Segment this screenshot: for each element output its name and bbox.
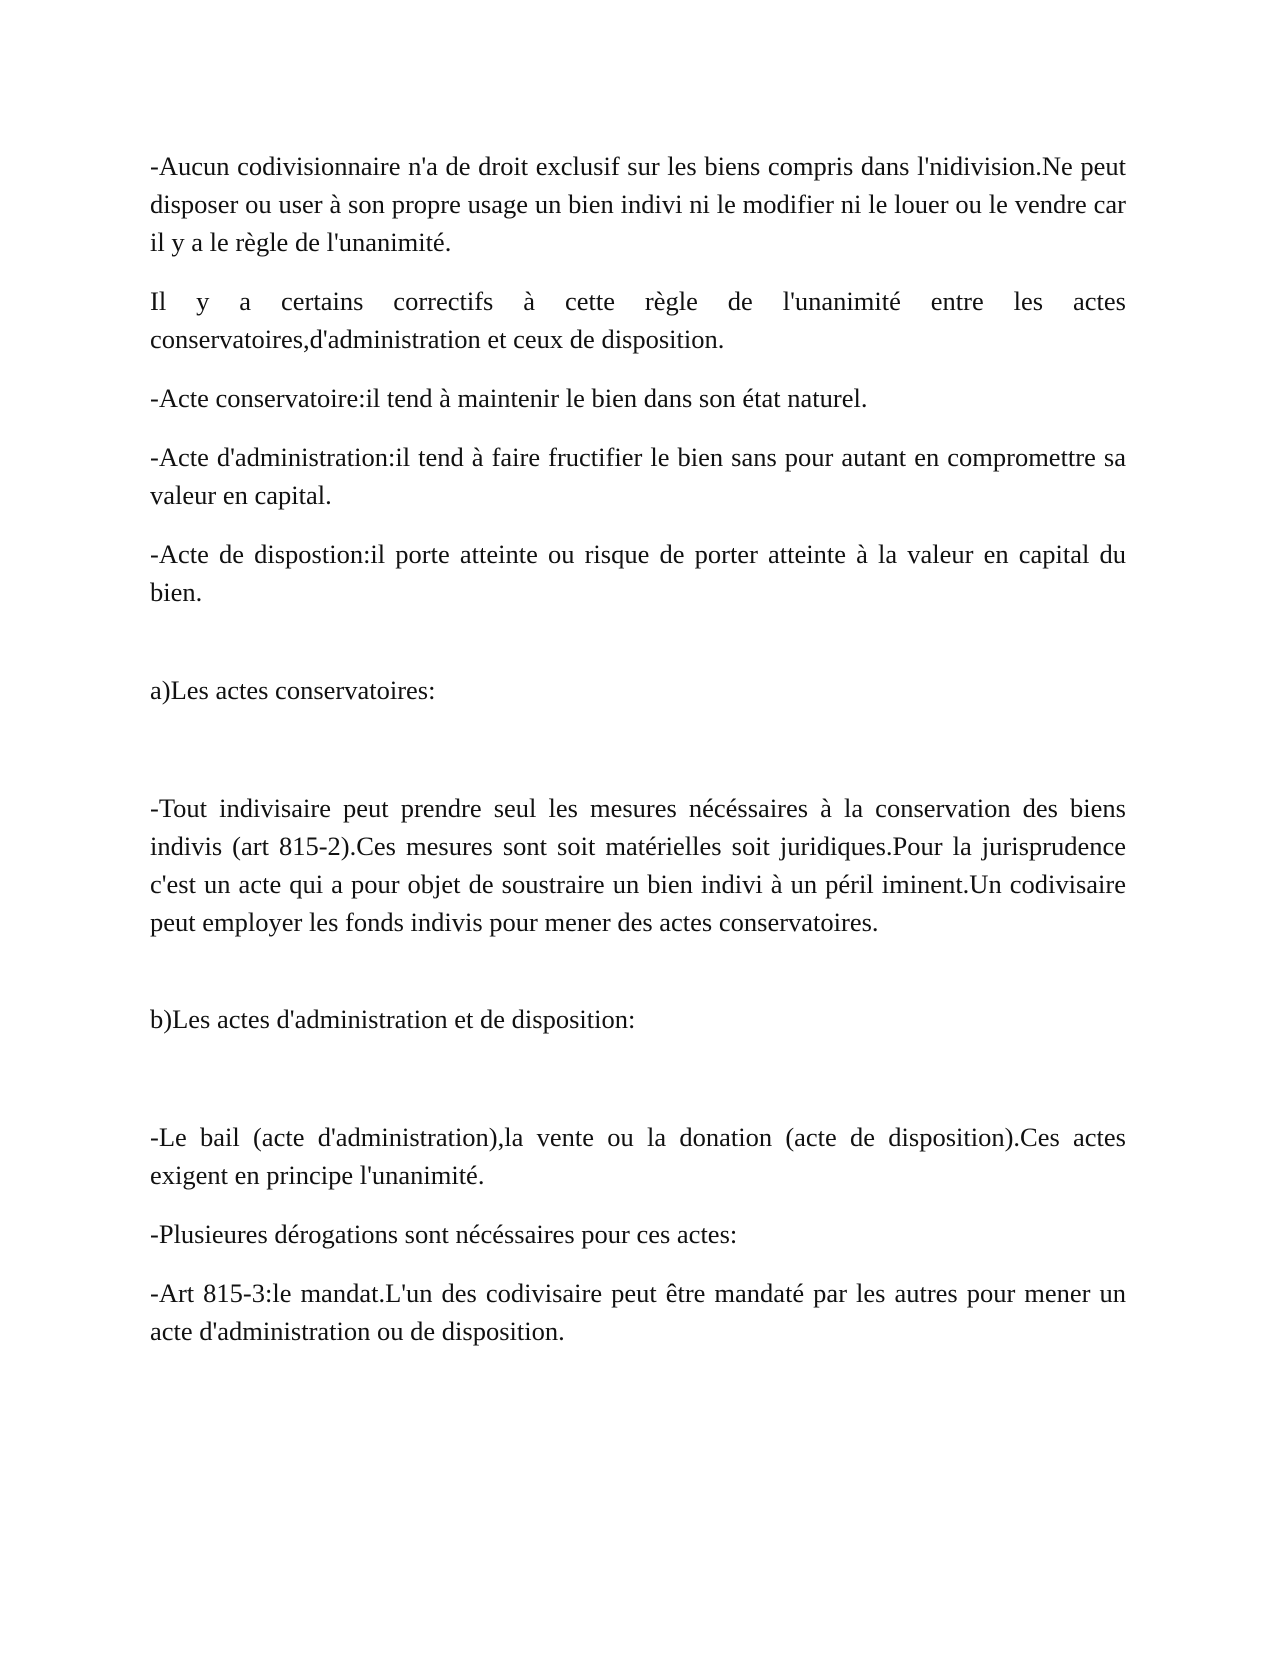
section-b-paragraph-mandat: -Art 815-3:le mandat.L'un des codivisaire peut être mandaté par les autres pour mener un acte d'administration ou de disposition. xyxy=(150,1278,1126,1346)
paragraph-acte-administration: -Acte d'administration:il tend à faire fructifier le bien sans pour autant en compromettre sa valeur en capital. xyxy=(150,442,1126,510)
paragraph-exclusive-rights: -Aucun codivisionnaire n'a de droit exclusif sur les biens compris dans l'nidivision.Ne peut disposer ou user à son propre usage un bien indivi ni le modifier ni le louer ou le vendre car il y a le règle de l'unanimité. xyxy=(150,151,1126,257)
section-b-heading: b)Les actes d'administration et de disposition: xyxy=(150,1004,636,1034)
section-b-paragraph-bail: -Le bail (acte d'administration),la vente ou la donation (acte de disposition).Ces actes exigent en principe l'unanimité. xyxy=(150,1122,1126,1190)
paragraph-acte-disposition: -Acte de dispostion:il porte atteinte ou risque de porter atteinte à la valeur en capital du bien. xyxy=(150,539,1126,607)
paragraph-acte-conservatoire: -Acte conservatoire:il tend à maintenir le bien dans son état naturel. xyxy=(150,383,868,413)
document-page xyxy=(150,147,1126,1371)
section-b-paragraph-derogations: -Plusieures dérogations sont nécéssaires pour ces actes: xyxy=(150,1219,738,1249)
section-a-heading: a)Les actes conservatoires: xyxy=(150,675,436,705)
paragraph-correctives: Il y a certains correctifs à cette règle de l'unanimité entre les actes conservatoires,d'administration et ceux de disposition. xyxy=(150,286,1126,354)
section-a-paragraph: -Tout indivisaire peut prendre seul les mesures nécéssaires à la conservation des biens indivis (art 815-2).Ces mesures sont soit matérielles soit juridiques.Pour la jurisprudence c'est un acte qui a pour objet de soustraire un bien indivi à un péril iminent.Un codivisaire peut employer les fonds indivis pour mener des actes conservatoires. xyxy=(150,793,1126,937)
